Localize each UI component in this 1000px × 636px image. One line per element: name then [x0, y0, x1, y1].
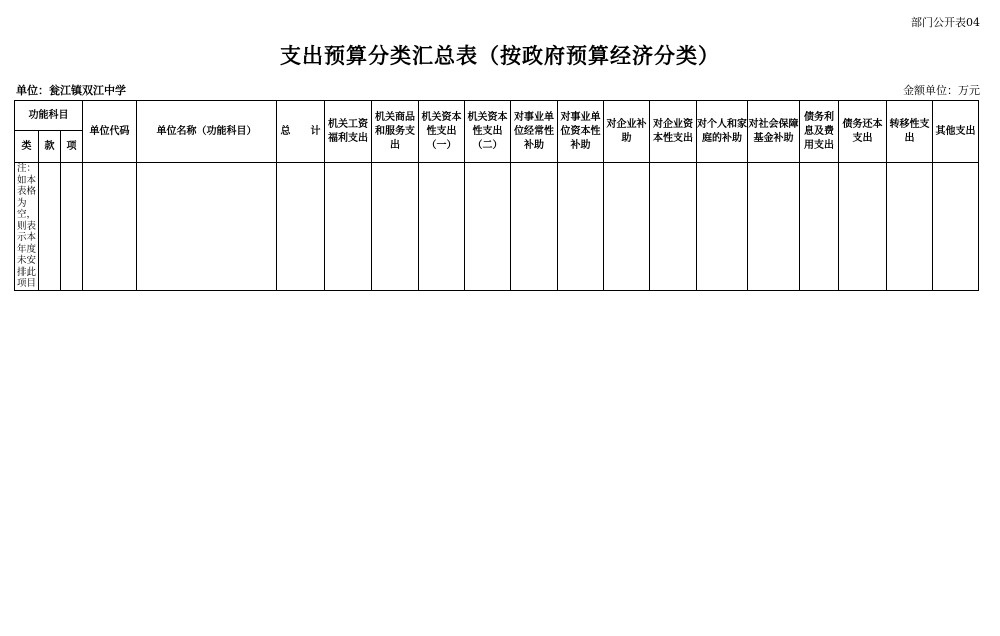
table-cell — [277, 163, 325, 291]
table-cell — [558, 163, 604, 291]
table-cell — [933, 163, 979, 291]
header-function-category: 功能科目 — [15, 101, 83, 131]
header-kuan: 款 — [39, 131, 61, 163]
header-unit-name: 单位名称（功能科目） — [137, 101, 277, 163]
table-cell — [697, 163, 748, 291]
table-cell — [137, 163, 277, 291]
header-col-10: 对企业资本性支出 — [650, 101, 697, 163]
header-col-5: 机关资本性支出（一） — [419, 101, 465, 163]
header-col-6: 机关资本性支出（二） — [465, 101, 511, 163]
header-col-8: 对事业单位资本性补助 — [558, 101, 604, 163]
table-cell — [748, 163, 800, 291]
header-col-11: 对个人和家庭的补助 — [697, 101, 748, 163]
header-total: 总 计 — [277, 101, 325, 163]
header-col-13: 债务利息及费用支出 — [800, 101, 839, 163]
header-col-16: 其他支出 — [933, 101, 979, 163]
header-lei: 类 — [15, 131, 39, 163]
header-col-7: 对事业单位经常性补助 — [511, 101, 558, 163]
page-title: 支出预算分类汇总表（按政府预算经济分类） — [280, 43, 720, 68]
header-col-4: 机关商品和服务支出 — [372, 101, 419, 163]
table-cell — [83, 163, 137, 291]
table-cell — [61, 163, 83, 291]
header-xiang: 项 — [61, 131, 83, 163]
budget-summary-table — [14, 100, 979, 291]
table-cell — [800, 163, 839, 291]
header-col-3: 机关工资福利支出 — [325, 101, 372, 163]
header-col-14: 债务还本支出 — [839, 101, 887, 163]
table-cell — [887, 163, 933, 291]
table-cell — [650, 163, 697, 291]
header-col-9: 对企业补助 — [604, 101, 650, 163]
header-col-12: 对社会保障基金补助 — [748, 101, 800, 163]
unit-label: 单位：瓮江镇双江中学 — [16, 84, 126, 97]
table-cell — [372, 163, 419, 291]
table-cell — [604, 163, 650, 291]
header-unit-code: 单位代码 — [83, 101, 137, 163]
table-cell — [325, 163, 372, 291]
table-cell — [39, 163, 61, 291]
empty-table-note: 注：如本表格为空，则表示本年度未安排此项目 — [15, 163, 39, 291]
amount-unit-label: 金额单位：万元 — [903, 84, 980, 97]
header-col-15: 转移性支出 — [887, 101, 933, 163]
table-cell — [839, 163, 887, 291]
table-cell — [465, 163, 511, 291]
table-cell — [419, 163, 465, 291]
table-number: 部门公开表04 — [911, 16, 980, 29]
table-cell — [511, 163, 558, 291]
